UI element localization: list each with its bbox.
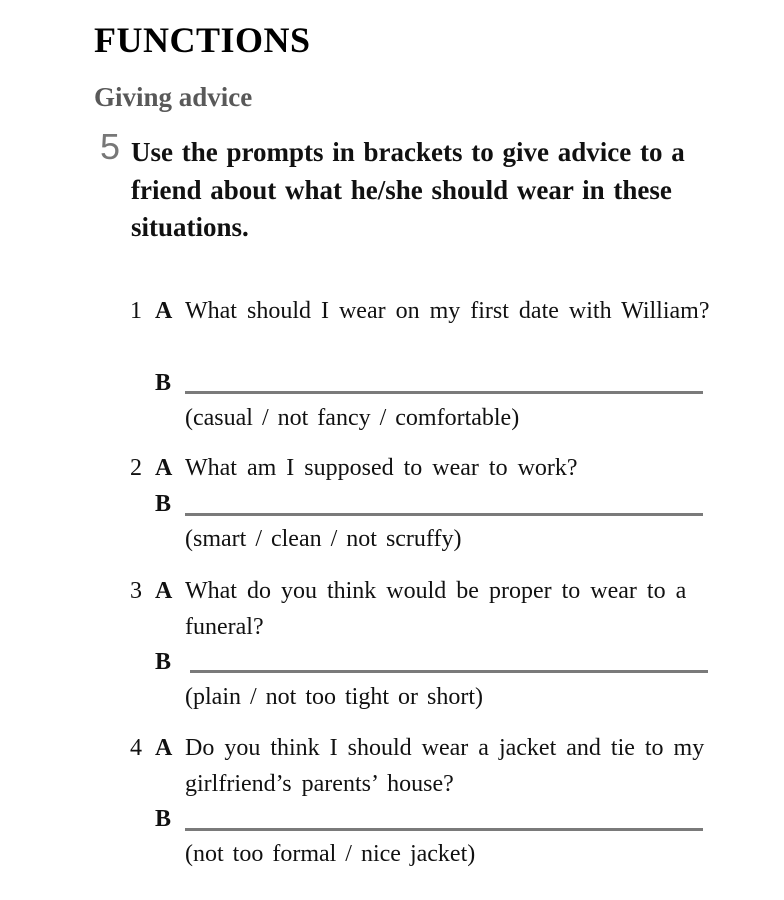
- item-number: 4: [130, 735, 142, 761]
- prompt-text: (not too formal / nice jacket): [185, 841, 476, 867]
- speaker-a-label: A: [155, 735, 173, 761]
- answer-line[interactable]: [185, 391, 703, 394]
- item-number: 2: [130, 455, 142, 481]
- speaker-b-label: B: [155, 649, 172, 675]
- exercise-item: [130, 450, 730, 560]
- answer-line[interactable]: [185, 513, 703, 516]
- exercise-number: 5: [100, 126, 121, 167]
- exercise-item: [130, 293, 730, 443]
- question-text: What should I wear on my first date with William?: [185, 298, 710, 324]
- prompt-text: (casual / not fancy / comfortable): [185, 405, 520, 431]
- question-text: What am I supposed to wear to work?: [185, 455, 578, 481]
- speaker-a-label: A: [155, 578, 173, 604]
- prompt-text: (smart / clean / not scruffy): [185, 526, 462, 552]
- item-number: 1: [130, 298, 142, 324]
- speaker-b-label: B: [155, 491, 172, 517]
- question-text: What do you think would be proper to wear to a funeral?: [185, 578, 687, 640]
- question-text: Do you think I should wear a jacket and tie to my girlfriend’s parents’ house?: [185, 735, 705, 797]
- item-number: 3: [130, 578, 142, 604]
- speaker-b-label: B: [155, 806, 172, 832]
- speaker-a-label: A: [155, 455, 173, 481]
- exercise-item: [130, 730, 730, 880]
- answer-line[interactable]: [185, 828, 703, 831]
- answer-line[interactable]: [190, 670, 708, 673]
- exercise-instruction: Use the prompts in brackets to give advice to a friend about what he/she should wear in these situations.: [131, 137, 685, 242]
- speaker-b-label: B: [155, 370, 172, 396]
- subsection-title: Giving advice: [94, 82, 253, 112]
- section-title: FUNCTIONS: [94, 20, 311, 60]
- speaker-a-label: A: [155, 298, 173, 324]
- prompt-text: (plain / not too tight or short): [185, 684, 483, 710]
- exercise-item: [130, 573, 730, 723]
